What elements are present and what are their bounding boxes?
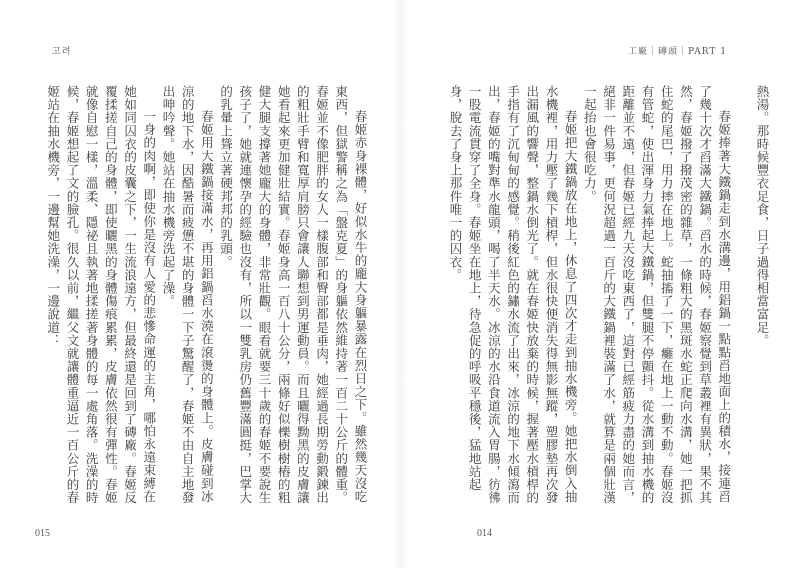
paragraph: 熱湯。那時候豐衣足食，日子過得相當富足。 <box>755 85 770 347</box>
paragraph: 春姬用大鐵鍋接滿水，再用鋁鍋舀水澆在滾燙的身體上。皮膚碰到冰涼的地下水，因酷暑而疲憊不堪的身體一下子驚醒了，春姬不由自主地發出呻吟聲。她站在抽水機旁洗起了澡。 <box>160 85 215 505</box>
paragraph: 春姬赤身裸體，好似水牛的龐大身軀暴露在烈日之下。雖然幾天沒吃東西，但獄警稱之為「盤克夏」的身軀依然維持著一百二十公斤的體重。春姬並不像肥胖的女人一樣腹部和臀部都是垂肉，她經過長期勞動鍛鍊出的粗壯手臂和寬厚肩膀只會讓人聯想到男運動員。而且曬得黝黑的皮膚讓她看起來更加健壯結實。春姬身高一百八十公分，兩條好似櫟樹樹樁的粗健大腿支撐著她龐大的身體，非常壯觀。眼看就要三十歲的春姬不要說生孩子了，她就連懷孕的經驗也沒有，所以一雙乳房仍舊豐滿圓挺，巴掌大的乳暈上聳立著硬邦邦的乳頭。 <box>218 85 368 505</box>
page-number: 015 <box>35 528 50 539</box>
running-head: 고려 <box>52 47 72 57</box>
right-page <box>400 0 800 568</box>
paragraph: 春姬把大鐵鍋放在地上，休息了四次才走到抽水機旁。她把水倒入抽水機裡，用力壓了幾下槓桿，但水很快便消失得無影無蹤，塑膠墊再次發出漏風的響聲，整鍋水倒光了。就在春姬快放棄的時候，握著壓水槓桿的手指有了沉甸甸的感覺。稍後紅色的鏽水流了出來，冰涼的地下水傾瀉而出，春姬的嘴對準水龍頭，喝了半天水。冰涼的水沿食道流入胃腸，彷彿一股電流貫穿了全身。春姬坐在地上，待急促的呼吸平穩後，猛地站起身，脫去了身上那件唯一的囚衣。 <box>447 85 579 505</box>
paragraph: 春姬捧著大鐵鍋走到水溝邊，用鋁鍋一點點舀地面上的積水，接連舀了幾十次才舀滿大鐵鍋。舀水的時候，春姬察覺到草叢裡有異狀，果不其然，春姬撥了撥茂密的雜草，一條粗大的黑斑水蛇正爬向水溝，她一把抓住蛇的尾巴，用力摔在地上。蛇抽搐了一下，癱在地上一動不動。春姬沒有管蛇，使出渾身力氣捧起大鐵鍋，但雙腿不停顫抖。從水溝到抽水機的距離並不遠，但春姬已經九天沒吃東西了，這對已經筋疲力盡的她而言，絕非一件易事，更何況超過一百斤的大鐵鍋裡裝滿了水，就算是兩個壯漢一起抬也會很吃力。 <box>582 85 732 505</box>
running-head: 工廠｜磚頭｜PART 1 <box>628 47 727 57</box>
page-number: 014 <box>477 528 492 539</box>
paragraph: 一身的肉啊，即使你是沒有人愛的悲慘命運的主角，哪怕永遠束縛在她如同囚衣的皮囊之下，一生流浪遠方，但最終還是回到了磚廠。春姬反覆揉搓自己的身體，即使曬黑的身體傷痕累累，皮膚依然很有彈性。春姬就像自慰一樣，溫柔、隱祕且執著地揉搓著身體的每一處角落。洗澡的時候，春姬想起了文的臉孔。很久以前，繼父文就讓體重逼近一百公斤的春姬站在抽水機旁，一邊幫她洗澡，一邊說道： <box>45 85 157 505</box>
body-text <box>40 85 370 510</box>
body-text <box>442 85 772 510</box>
